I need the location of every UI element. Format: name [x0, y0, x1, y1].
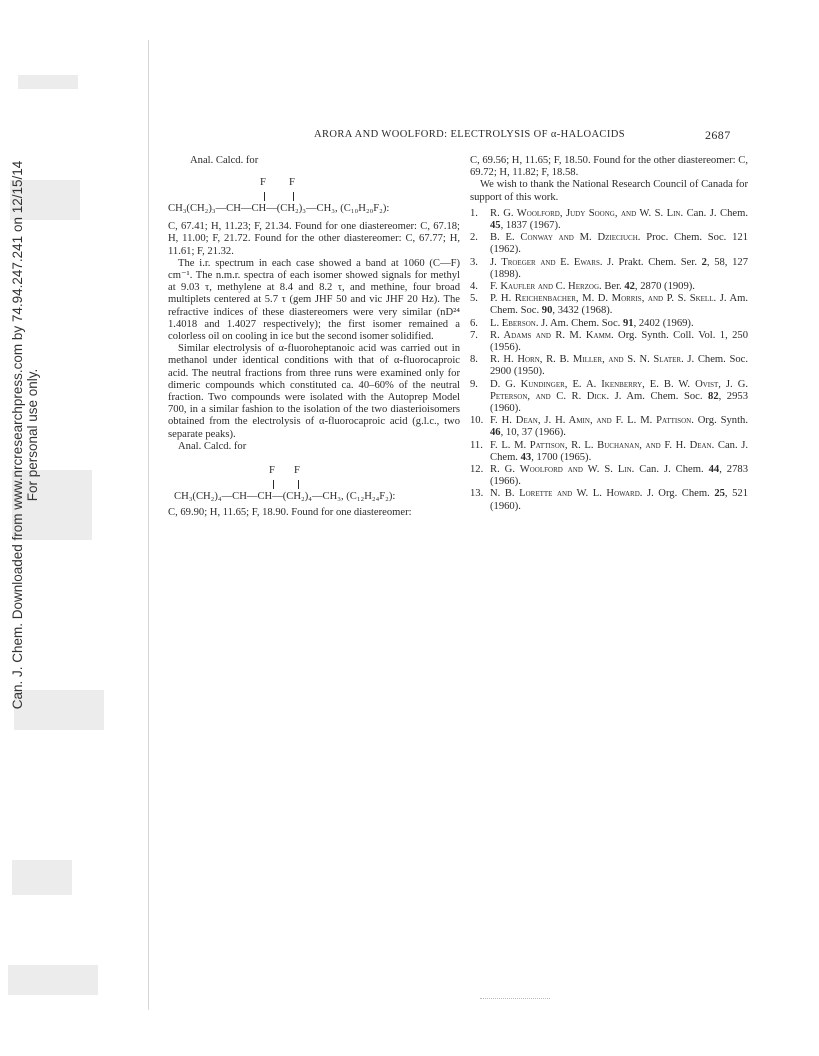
reference-pages: , 2953 (1960). — [490, 390, 748, 415]
reference-journal: J. Am. Chem. Soc. — [609, 390, 709, 402]
reference-authors: L. Eberson. — [490, 317, 539, 329]
page-footer-mark — [480, 998, 550, 999]
reference-authors: R. H. Horn, R. B. Miller, and S. N. Slater. — [490, 354, 684, 366]
reference-number: 2. — [470, 232, 478, 244]
reference-volume: 44 — [708, 464, 720, 476]
fluorine-label: F — [294, 465, 300, 477]
reference-volume: 46 — [490, 427, 501, 439]
structural-formula-2 — [168, 457, 460, 503]
running-title: ARORA AND WOOLFORD: ELECTROLYSIS OF α-HALOACIDS — [314, 129, 625, 140]
reference-number: 4. — [470, 281, 478, 293]
reference-authors: P. H. Reichenbacher, M. D. Morris, and P. S. Skell. — [490, 293, 717, 305]
reference-journal: Can. J. Chem. — [490, 439, 748, 463]
acknowledgement: We wish to thank the National Research Council of Canada for support of this work. — [470, 179, 748, 203]
bond-line — [273, 480, 274, 489]
reference-item — [470, 232, 748, 256]
analysis-continuation: C, 69.56; H, 11.65; F, 18.50. Found for the other diastereomer: C, 69.72; H, 11.82; F, 18.58. — [470, 155, 748, 179]
download-watermark — [10, 55, 40, 815]
reference-volume: 82 — [708, 390, 719, 402]
reference-pages: , 58, 127 (1898). — [490, 256, 748, 280]
reference-item — [470, 354, 748, 378]
analysis-results-2: C, 69.90; H, 11.65; F, 18.90. Found for one diastereomer: — [168, 507, 412, 519]
reference-volume: 43 — [520, 451, 532, 463]
anal-calcd-label-1: Anal. Calcd. for — [190, 155, 259, 166]
reference-pages: , 1837 (1967). — [500, 220, 561, 232]
watermark-line-2: For personal use only. — [25, 368, 40, 502]
reference-number: 13. — [470, 488, 484, 500]
reference-item — [470, 440, 748, 464]
reference-item — [470, 318, 748, 330]
reference-journal: Can. J. Chem. — [634, 464, 709, 476]
reference-number: 9. — [470, 378, 478, 390]
reference-pages: , 521 (1960). — [490, 488, 749, 512]
reference-authors: R. G. Woolford and W. S. Lin. — [490, 464, 635, 476]
fluorine-label: F — [260, 177, 266, 189]
reference-item — [470, 330, 748, 354]
reference-volume: 45 — [490, 220, 501, 232]
reference-item — [470, 379, 748, 416]
reference-authors: D. G. Kundinger, E. A. Ikenberry, E. B. W. Ovist, J. G. Peterson, and C. R. Dick. — [490, 378, 748, 402]
reference-journal: J. Am. Chem. Soc. — [538, 317, 623, 329]
running-header — [0, 128, 819, 144]
spectra-paragraph: The i.r. spectrum in each case showed a band at 1060 (C—F) cm⁻¹. The n.m.r. spectra of each isomer showed signals for methyl at 9.03 τ, methylene at 8.4 and 8.2 τ, and methine, four broad multiplets centered at 5.7 τ (gem JHF 50 and vic JHF 20 Hz). The refractive indices of these diastereomers were very similar (nD²⁴ 1.4018 and 1.4027 respectively); the first isomer remained a colorless oil on cooling in ice but the second isomer solidified. — [168, 257, 460, 343]
left-column — [168, 155, 460, 519]
reference-authors: N. B. Lorette and W. L. Howard. — [490, 488, 643, 500]
reference-volume: 90 — [541, 305, 553, 317]
reference-volume: 42 — [624, 281, 635, 293]
reference-authors: J. Troeger and E. Ewars. — [490, 256, 603, 268]
reference-authors: R. G. Woolford, Judy Soong, and W. S. Lin. — [490, 207, 684, 219]
reference-pages: , 2402 (1969). — [633, 317, 694, 329]
reference-number: 10. — [470, 415, 484, 427]
reference-number: 1. — [470, 207, 478, 219]
reference-number: 8. — [470, 354, 478, 366]
reference-item — [470, 464, 748, 488]
reference-authors: R. Adams and R. M. Kamm. — [490, 329, 614, 341]
reference-journal: J. Prakt. Chem. Ser. — [602, 256, 702, 268]
bond-line — [293, 192, 294, 201]
reference-item — [470, 208, 748, 232]
bond-line — [264, 192, 265, 201]
reference-journal: J. Chem. Soc. 2900 (1950). — [490, 354, 748, 378]
reference-journal: Can. J. Chem. — [683, 207, 748, 219]
anal-calcd-label-2: Anal. Calcd. for — [178, 440, 247, 452]
reference-authors: B. E. Conway and M. Dzieciuch. — [490, 232, 641, 244]
reference-journal: Org. Synth. — [693, 415, 748, 427]
page-gutter-line — [148, 40, 149, 1010]
reference-authors: F. L. M. Pattison, R. L. Buchanan, and F. H. Dean. — [490, 439, 715, 451]
formula-line: CH₃(CH₂)₃—CH—CH—(CH₂)₃—CH₃, (C₁₀H₂₀F₂): — [168, 203, 390, 215]
reference-journal: Org. Synth. Coll. Vol. 1, 250 (1956). — [490, 329, 748, 354]
reference-pages: , 1700 (1965). — [531, 451, 592, 463]
reference-volume: 25 — [714, 488, 725, 500]
reference-item — [470, 257, 748, 281]
reference-pages: , 2783 (1966). — [490, 464, 748, 488]
right-column — [470, 155, 748, 513]
reference-item — [470, 488, 748, 512]
reference-authors: F. H. Dean, J. H. Amin, and F. L. M. Pattison. — [490, 415, 694, 427]
analysis-results-1: C, 67.41; H, 11.23; F, 21.34. Found for one diastereomer: C, 67.18; H, 11.00; F, 21.72. Found for the other diastereomer: C, 67.77; H, 11.61; F, 21.32. — [168, 221, 460, 257]
reference-number: 7. — [470, 329, 478, 341]
reference-journal: J. Am. Chem. Soc. — [490, 293, 748, 317]
bond-line — [298, 480, 299, 489]
structural-formula-1 — [168, 171, 460, 217]
reference-list — [470, 208, 748, 513]
reference-journal: J. Org. Chem. — [642, 488, 715, 500]
electrolysis-paragraph: Similar electrolysis of α-fluoroheptanoic acid was carried out in methanol under identical conditions with that of α-fluorocaproic acid. The neutral fractions from three runs were examined only for dimeric compounds which constituted ca. 40–60% of the neutral fraction. Two compounds were isolated with the Autoprep Model 700, in a similar fashion to the isolation of the two diasterioisomers obtained from the electrolysis of α-fluorocaproic acid (g.l.c., two separate peaks). — [168, 343, 460, 440]
reference-number: 3. — [470, 256, 478, 268]
reference-item — [470, 293, 748, 317]
watermark-line-1: Can. J. Chem. Downloaded from www.nrcresearchpress.com by 74.94.247.241 on 12/15/14 — [10, 160, 25, 710]
reference-number: 5. — [470, 293, 478, 305]
reference-pages: , 2870 (1909). — [634, 281, 695, 293]
reference-number: 12. — [470, 464, 484, 476]
reference-pages: , 3432 (1968). — [552, 305, 613, 317]
fluorine-label: F — [289, 177, 295, 189]
reference-journal: Proc. Chem. Soc. 121 (1962). — [490, 232, 749, 256]
reference-number: 6. — [470, 317, 478, 329]
reference-volume: 2 — [701, 256, 707, 268]
reference-item — [470, 415, 748, 439]
reference-volume: 91 — [622, 317, 634, 329]
reference-journal: Ber. — [601, 281, 625, 293]
reference-authors: F. Kaufler and C. Herzog. — [490, 281, 602, 293]
scan-noise — [8, 965, 98, 995]
page-number: 2687 — [705, 128, 731, 142]
reference-number: 11. — [470, 439, 483, 451]
scan-noise — [12, 860, 72, 895]
reference-item — [470, 281, 748, 293]
fluorine-label: F — [269, 465, 275, 477]
formula-line: CH₃(CH₂)₄—CH—CH—(CH₂)₄—CH₃, (C₁₂H₂₄F₂): — [174, 491, 396, 503]
reference-pages: , 10, 37 (1966). — [500, 427, 566, 439]
